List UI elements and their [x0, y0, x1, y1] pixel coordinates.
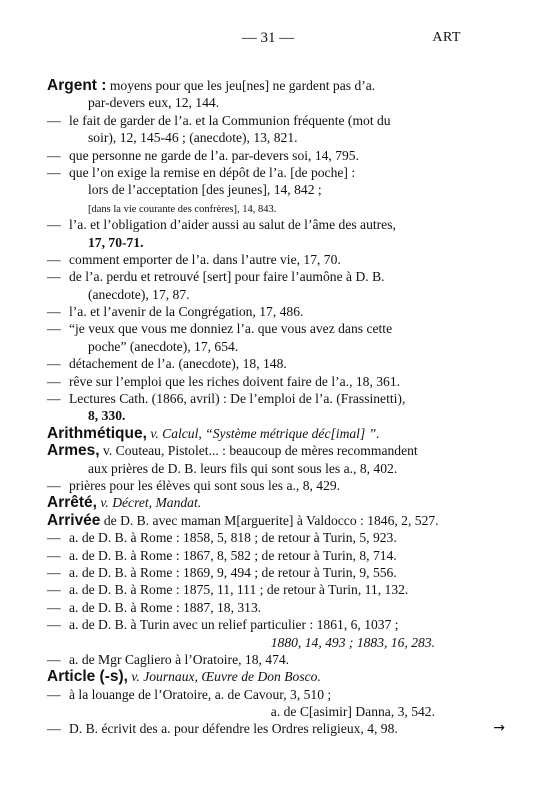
dash: — [47, 617, 61, 633]
dash: — [47, 164, 61, 180]
entry-line: a. de C[asimir] Danna, 3, 542. [270, 704, 435, 720]
dash: — [47, 530, 61, 546]
entry-line: v. Journaux, Œuvre de Don Bosco. [131, 669, 321, 685]
dash: — [47, 373, 61, 389]
dash: — [47, 112, 61, 128]
index-entries [47, 77, 505, 738]
entry-headword: Argent : [47, 77, 107, 94]
dash: — [47, 251, 61, 267]
entry-line: a. de D. B. à Rome : 1887, 18, 313. [69, 599, 262, 615]
entry-line: (anecdote), 17, 87. [88, 286, 190, 302]
entry-line: soir), 12, 145-46 ; (anecdote), 13, 821. [88, 130, 298, 146]
entry-argent [47, 77, 487, 94]
entry-line: [dans la vie courante des confrères], 14, 843. [88, 203, 277, 215]
entry-line: que l’on exige la remise en dépôt de l’a. [de poche] : [69, 164, 356, 180]
running-head: ART [432, 30, 461, 45]
entry-line: aux prières de D. B. leurs fils qui sont sous les a., 8, 402. [88, 460, 398, 476]
entry-line: v. Calcul, “Système métrique déc[imal] ”. [150, 425, 380, 441]
entry-line: a. de D. B. à Rome : 1869, 9, 494 ; de retour à Turin, 9, 556. [69, 564, 397, 580]
page-header [0, 30, 536, 50]
entry-line: lors de l’acceptation [des jeunes], 14, 842 ; [88, 182, 322, 198]
entry-line: prières pour les élèves qui sont sous les a., 8, 429. [69, 477, 341, 493]
dash: — [47, 321, 61, 337]
entry-line: “je veux que vous me donniez l’a. que vous avez dans cette [69, 321, 393, 337]
entry-line: de l’a. perdu et retrouvé [sert] pour faire l’aumône à D. B. [69, 269, 385, 285]
dash: — [47, 651, 61, 667]
entry-line: détachement de l’a. (anecdote), 18, 148. [69, 356, 287, 372]
entry-line: a. de D. B. à Turin avec un relief particulier : 1861, 6, 1037 ; [69, 617, 399, 633]
dash: — [47, 582, 61, 598]
dash: — [47, 304, 61, 320]
dash: — [47, 721, 61, 737]
entry-line: D. B. écrivit des a. pour défendre les Ordres religieux, 4, 98. [69, 721, 398, 737]
dash: — [47, 391, 61, 407]
entry-line: l’a. et l’avenir de la Congrégation, 17, 486. [69, 304, 304, 320]
entry-arrivee [47, 512, 487, 529]
entry-line: moyens pour que les jeu[nes] ne gardent pas d’a. [109, 78, 376, 93]
entry-line: de D. B. avec maman M[arguerite] à Valdocco : 1846, 2, 527. [103, 512, 439, 528]
entry-line: l’a. et l’obligation d’aider aussi au salut de l’âme des autres, [69, 217, 396, 233]
entry-headword: Arrêté, [47, 494, 97, 512]
dash: — [47, 547, 61, 563]
entry-headword: Article (-s), [47, 668, 128, 686]
entry-arithmetique [47, 425, 487, 442]
entry-article [47, 668, 487, 685]
entry-line: a. de D. B. à Rome : 1858, 5, 818 ; de retour à Turin, 5, 923. [69, 530, 397, 546]
entry-line: 1880, 14, 493 ; 1883, 16, 283. [270, 634, 435, 650]
entry-line: 8, 330. [88, 408, 126, 424]
entry-arrete [47, 494, 487, 511]
entry-line: par-devers eux, 12, 144. [88, 95, 220, 111]
entry-line: a. de D. B. à Rome : 1867, 8, 582 ; de retour à Turin, 8, 714. [69, 547, 397, 563]
dash: — [47, 686, 61, 702]
dash: — [47, 269, 61, 285]
entry-line: comment emporter de l’a. dans l’autre vie, 17, 70. [69, 251, 341, 267]
dash: — [47, 599, 61, 615]
entry-line: 17, 70-71. [88, 234, 144, 250]
entry-line: le fait de garder de l’a. et la Communion fréquente (mot du [69, 112, 391, 128]
dash: — [47, 477, 61, 493]
entry-line: v. Couteau, Pistolet... : beaucoup de mères recommandent [102, 443, 418, 459]
entry-headword: Arrivée [47, 511, 101, 529]
entry-line: à la louange de l’Oratoire, a. de Cavour, 3, 510 ; [69, 686, 332, 702]
entry-armes [47, 442, 487, 459]
entry-headword: Arithmétique, [47, 424, 147, 442]
entry-line: Lectures Cath. (1866, avril) : De l’emploi de l’a. (Frassinetti), [69, 391, 406, 407]
continue-arrow-icon: → [493, 720, 505, 737]
entry-line: a. de Mgr Cagliero à l’Oratoire, 18, 474. [69, 651, 290, 667]
dash: — [47, 356, 61, 372]
entry-line: v. Décret, Mandat. [100, 495, 202, 511]
entry-headword: Armes, [47, 442, 100, 460]
page-number: — 31 — [241, 30, 295, 46]
entry-line: a. de D. B. à Rome : 1875, 11, 111 ; de retour à Turin, 11, 132. [69, 582, 409, 598]
dash: — [47, 564, 61, 580]
dash: — [47, 147, 61, 163]
entry-line: rêve sur l’emploi que les riches doivent faire de l’a., 18, 361. [69, 373, 401, 389]
dash: — [47, 217, 61, 233]
entry-line: que personne ne garde de l’a. par-devers soi, 14, 795. [69, 147, 360, 163]
entry-line: poche” (anecdote), 17, 654. [88, 338, 239, 354]
